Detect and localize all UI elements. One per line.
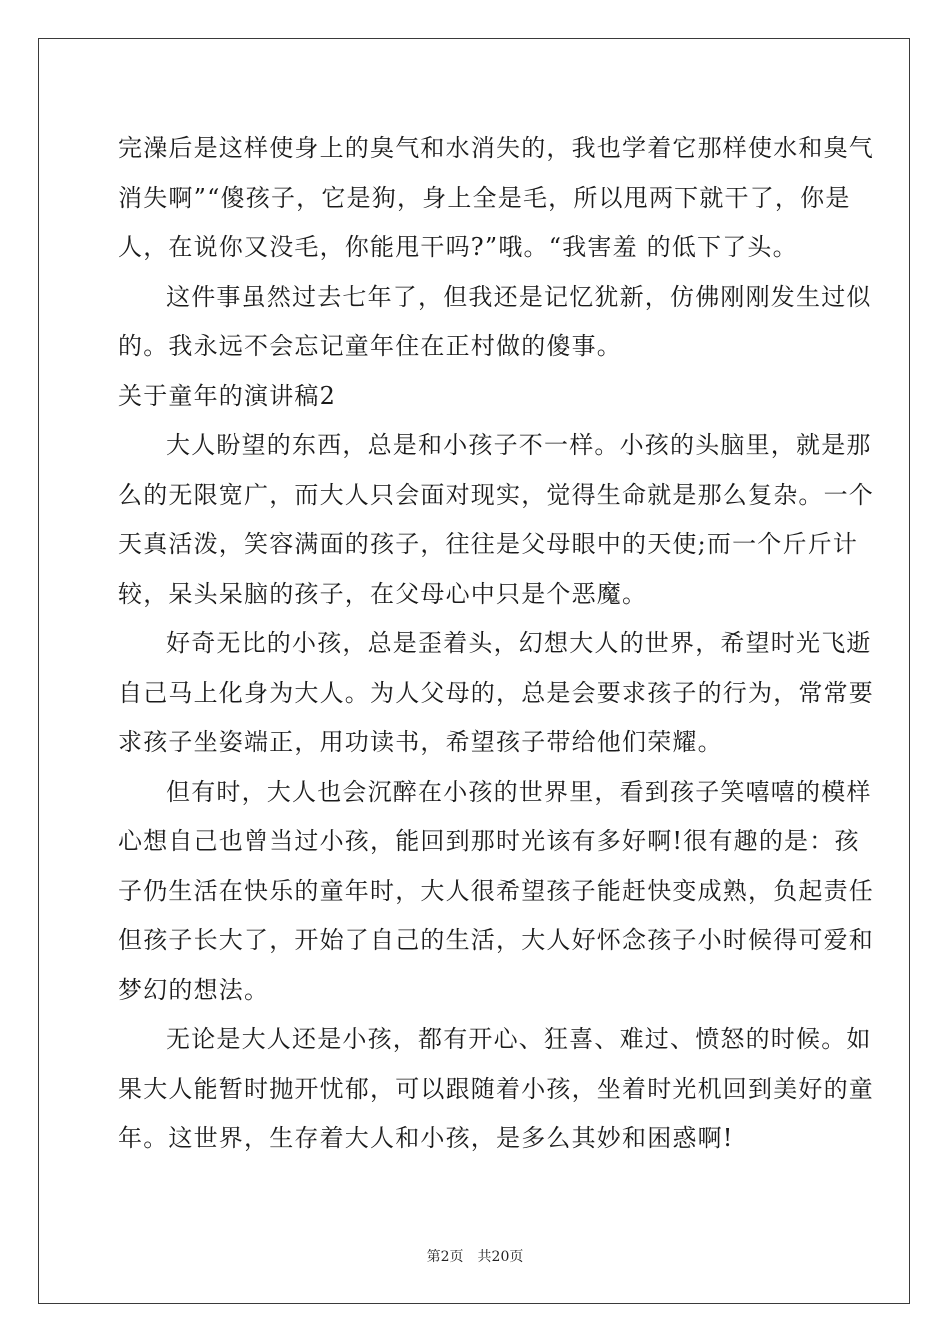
text-line: 大人盼望的东西，总是和小孩子不一样。小孩的头脑里，就是那 <box>166 431 872 459</box>
text-line: 子仍生活在快乐的童年时，大人很希望孩子能赶快变成熟，负起责任 <box>118 876 874 905</box>
text-line: 天真活泼，笑容满面的孩子，往往是父母眼中的天使;而一个斤斤计 <box>118 530 859 558</box>
text-line: 的。我永远不会忘记童年住在正村做的傻事。 <box>118 332 622 360</box>
document-body <box>118 124 874 1164</box>
text-line: 人，在说你又没毛，你能甩干吗?”哦。“我害羞 的低下了头。 <box>118 233 798 261</box>
text-line: 年。这世界，生存着大人和小孩，是多么其妙和困惑啊! <box>118 1124 734 1152</box>
text-line: 这件事虽然过去七年了，但我还是记忆犹新，仿佛刚刚发生过似 <box>166 282 872 311</box>
text-line: 梦幻的想法。 <box>118 975 270 1004</box>
text-line: 但孩子长大了，开始了自己的生活，大人好怀念孩子小时候得可爱和 <box>118 926 874 954</box>
section-heading: 关于童年的演讲稿2 <box>118 381 337 410</box>
text-line: 好奇无比的小孩，总是歪着头，幻想大人的世界，希望时光飞逝 <box>166 629 872 657</box>
text-line: 自己马上化身为大人。为人父母的，总是会要求孩子的行为，常常要 <box>118 678 874 707</box>
text-line: 较，呆头呆脑的孩子，在父母心中只是个恶魔。 <box>118 579 648 608</box>
text-line: 么的无限宽广，而大人只会面对现实，觉得生命就是那么复杂。一个 <box>118 480 874 509</box>
text-line: 完澡后是这样使身上的臭气和水消失的，我也学着它那样使水和臭气 <box>118 134 874 162</box>
page-footer: 第2页 共20页 <box>426 1249 524 1265</box>
text-line: 求孩子坐姿端正，用功读书，希望孩子带给他们荣耀。 <box>118 728 723 756</box>
text-line: 但有时，大人也会沉醉在小孩的世界里，看到孩子笑嘻嘻的模样 <box>166 777 872 806</box>
text-line: 心想自己也曾当过小孩，能回到那时光该有多好啊!很有趣的是：孩 <box>118 827 860 855</box>
text-line: 消失啊”“傻孩子，它是狗，身上全是毛，所以甩两下就干了，你是 <box>118 183 851 212</box>
text-line: 果大人能暂时抛开忧郁，可以跟随着小孩，坐着时光机回到美好的童 <box>118 1074 874 1103</box>
text-line: 无论是大人还是小孩，都有开心、狂喜、难过、愤怒的时候。如 <box>166 1025 872 1053</box>
